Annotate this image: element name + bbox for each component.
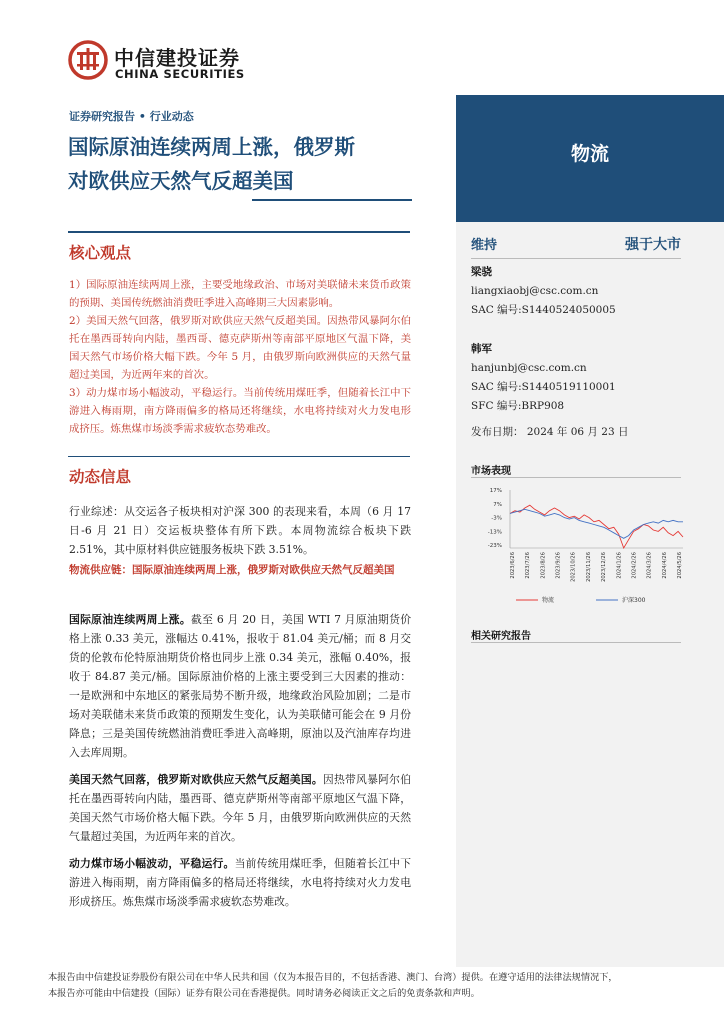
chart-series-line-0 (510, 505, 683, 548)
section-divider (68, 456, 410, 457)
rating-value: 强于大市 (625, 237, 681, 253)
rating (471, 234, 681, 253)
company-logo (68, 40, 288, 84)
gas-paragraph-lead: 美国天然气回落，俄罗斯对欧供应天然气反超美国。 (69, 773, 323, 786)
chart-x-tick-label: 2024/1/26 (616, 552, 623, 579)
coal-paragraph (69, 854, 411, 911)
core-view-point-3: 3）动力煤市场小幅波动，平稳运行。当前传统用煤旺季，但随着长江中下游进入梅雨期，南方降雨偏多的格局还将继续，水电将持续对火力发电形成挤压。炼焦煤市场淡季需求疲软态势难改。 (69, 387, 411, 435)
analyst-email[interactable]: liangxiaobj@csc.com.cn (471, 285, 599, 297)
rating-action: 维持 (471, 238, 498, 253)
analyst-name: 韩军 (471, 343, 492, 355)
disclaimer-line-2: 本报告亦可能由中信建投（国际）证券有限公司在香港提供。同时请务必阅读正文之后的免责条款和声明。 (48, 988, 480, 999)
title-underline (252, 199, 412, 201)
publish-date: 发布日期： 2024 年 06 月 23 日 (471, 426, 629, 438)
industry-overview: 行业综述：从交运各子板块相对沪深 300 的表现来看，本周（6 月 17 日-6 月 21 日）交运板块整体有所下跌。本周物流综合板块下跌 2.51%，其中原材料供应链服务板块下跌 3.51%。 (69, 505, 411, 556)
coal-paragraph-text: 当前传统用煤旺季，但随着长江中下游进入梅雨期，南方降雨偏多的格局还将继续，水电将持续对火力发电形成挤压。炼焦煤市场淡季需求疲软态势难改。 (69, 857, 412, 908)
analyst-sac: SAC 编号:S1440519110001 (471, 381, 616, 393)
chart-legend-label: 物流 (542, 597, 555, 604)
chart-x-tick-label: 2023/10/26 (570, 552, 577, 582)
report-title (68, 130, 448, 198)
oil-paragraph-text: 截至 6 月 20 日，美国 WTI 7 月原油期货价格上涨 0.33 美元，涨幅达 0.41%，报收于 81.04 美元/桶；而 8 月交货的伦敦布伦特原油期货价格也同步上涨 0.34 美元，涨幅 0.40%，报收于 84.87 美元/桶。国际原油价格的上涨主要受到三大因素的推动：一是欧洲和中东地区的紧张局势不断升级，地缘政治风险加剧；二是市场对美联储未来货币政策的预期发生变化，认为美联储可能会在 9 月份降息；三是美国传统燃油消费旺季进入高峰期，原油以及汽油库存均进入去库周期。 (69, 613, 411, 759)
analyst-email[interactable]: hanjunbj@csc.com.cn (471, 362, 587, 374)
industry-banner (456, 95, 724, 222)
chart-x-tick-label: 2024/4/26 (661, 552, 668, 579)
company-name-cn: 中信建投证券 (114, 46, 240, 70)
chart-x-tick-label: 2023/11/26 (585, 552, 592, 582)
market-heading: 市场表现 (471, 466, 511, 477)
company-name-en: CHINA SECURITIES (115, 67, 245, 81)
chart-series-line-1 (510, 509, 683, 538)
market-performance-chart (468, 482, 690, 612)
analyst-card (471, 263, 691, 320)
chart-y-tick-label: -23% (487, 543, 502, 550)
disclaimer-line-1: 本报告由中信建投证券股份有限公司在中华人民共和国（仅为本报告目的，不包括香港、澳门、台湾）提供。在遵守适用的法律法规情况下， (48, 972, 618, 983)
gas-paragraph-text: 因热带风暴阿尔伯托在墨西哥转向内陆，墨西哥、德克萨斯州等南部平原地区气温下降，美国天然气市场价格大幅下跌。今年 5 月，由俄罗斯向欧洲供应的天然气量超过美国，为近两年来的首次。 (69, 773, 411, 843)
oil-paragraph (69, 610, 411, 762)
oil-paragraph-lead: 国际原油连续两周上涨。 (69, 613, 191, 626)
chart-x-tick-label: 2023/6/26 (510, 552, 516, 579)
analyst-card (471, 340, 691, 416)
analyst-name: 梁骁 (471, 266, 492, 278)
chart-y-tick-label: 7% (493, 501, 502, 508)
chart-x-tick-label: 2023/9/26 (555, 552, 562, 579)
analyst-sfc: SFC 编号:BRP908 (471, 400, 565, 412)
industry-name: 物流 (570, 143, 609, 165)
chart-x-tick-label: 2024/2/26 (631, 552, 638, 579)
report-type: 证券研究报告 • 行业动态 (69, 110, 194, 123)
core-view-body (69, 276, 411, 438)
chart-x-tick-label: 2023/8/26 (540, 552, 547, 579)
rating-divider (471, 258, 681, 259)
related-reports-heading: 相关研究报告 (471, 631, 531, 642)
supply-chain-subheading: 物流供应链：国际原油连续两周上涨，俄罗斯对欧供应天然气反超美国 (69, 564, 395, 576)
market-divider (471, 477, 681, 478)
chart-y-tick-label: -3% (491, 515, 502, 522)
coal-paragraph-lead: 动力煤市场小幅波动，平稳运行。 (69, 857, 235, 870)
section-divider (68, 231, 410, 233)
company-logo-icon (68, 40, 108, 80)
core-view-heading: 核心观点 (69, 244, 132, 262)
dynamic-info-heading: 动态信息 (69, 468, 132, 486)
core-view-point-1: 1）国际原油连续两周上涨，主要受地缘政治、市场对美联储未来货币政策的预期、美国传统燃油消费旺季进入高峰期三大因素影响。 (69, 279, 411, 309)
chart-x-tick-label: 2023/12/26 (601, 552, 608, 582)
report-title-line-2: 对欧供应天然气反超美国 (68, 169, 294, 193)
chart-y-tick-label: -13% (487, 529, 502, 536)
chart-x-tick-label: 2023/7/26 (525, 552, 532, 579)
chart-y-tick-label: 17% (489, 488, 502, 494)
chart-x-tick-label: 2024/3/26 (646, 552, 653, 579)
analyst-sac: SAC 编号:S1440524050005 (471, 304, 616, 316)
disclaimer-footer (48, 970, 724, 1002)
chart-x-tick-label: 2024/5/26 (677, 552, 683, 579)
core-view-point-2: 2）美国天然气回落，俄罗斯对欧供应天然气反超美国。因热带风暴阿尔伯托在墨西哥转向内陆，墨西哥、德克萨斯州等南部平原地区气温下降，美国天然气市场价格大幅下跌。今年 5 月，由俄罗斯向欧洲供应的天然气量超过美国，为近两年来的首次。 (69, 315, 411, 381)
related-reports-divider (471, 642, 681, 643)
chart-legend-label: 沪深300 (622, 597, 646, 604)
report-title-line-1: 国际原油连续两周上涨，俄罗斯 (68, 135, 355, 159)
gas-paragraph (69, 770, 411, 846)
